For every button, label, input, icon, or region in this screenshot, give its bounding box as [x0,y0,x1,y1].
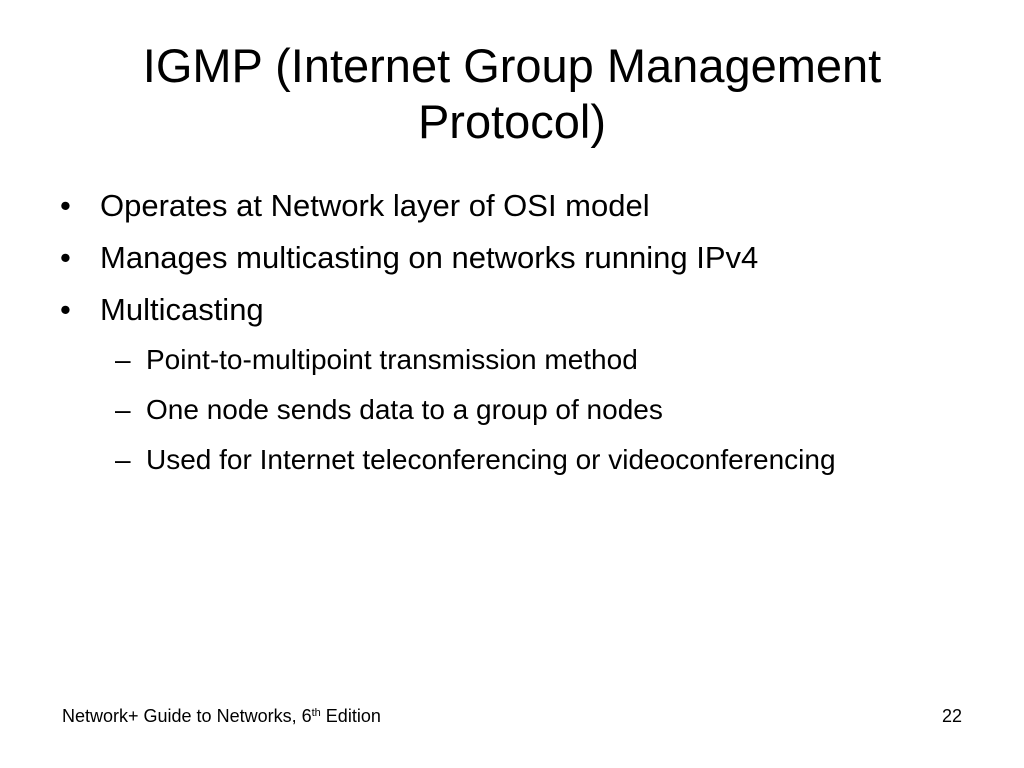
footer-book-superscript: th [311,707,321,719]
slide-content [58,186,958,492]
bullet-text: Manages multicasting on networks running IPv4 [100,240,759,275]
bullet-marker: • [60,240,71,275]
sub-bullet-text: One node sends data to a group of nodes [146,394,663,425]
bullet-text: Multicasting [100,292,264,327]
sub-bullet-text: Point-to-multipoint transmission method [146,344,638,375]
slide-number: 22 [941,706,962,726]
bullet-item [58,238,958,278]
sub-bullet-item [58,442,958,478]
sub-bullet-marker: – [115,344,131,375]
sub-bullet-item [58,342,958,378]
slide-title [60,38,964,150]
bullet-marker: • [60,188,71,223]
bullet-marker: • [60,292,71,327]
footer-book-prefix: Network+ Guide to Networks, 6 [62,706,312,726]
bullet-item [58,186,958,226]
sub-bullet-item [58,392,958,428]
slide-title-line-2: Protocol) [417,95,607,148]
footer-book-suffix: Edition [320,706,381,726]
sub-bullet-marker: – [115,444,131,475]
bullet-text: Operates at Network layer of OSI model [100,188,650,223]
sub-bullet-text: Used for Internet teleconferencing or videoconferencing [146,444,836,475]
bullet-item [58,290,958,330]
slide-title-line-1: IGMP (Internet Group Management [142,39,882,92]
sub-bullet-marker: – [115,394,131,425]
footer-book-title [62,705,381,727]
